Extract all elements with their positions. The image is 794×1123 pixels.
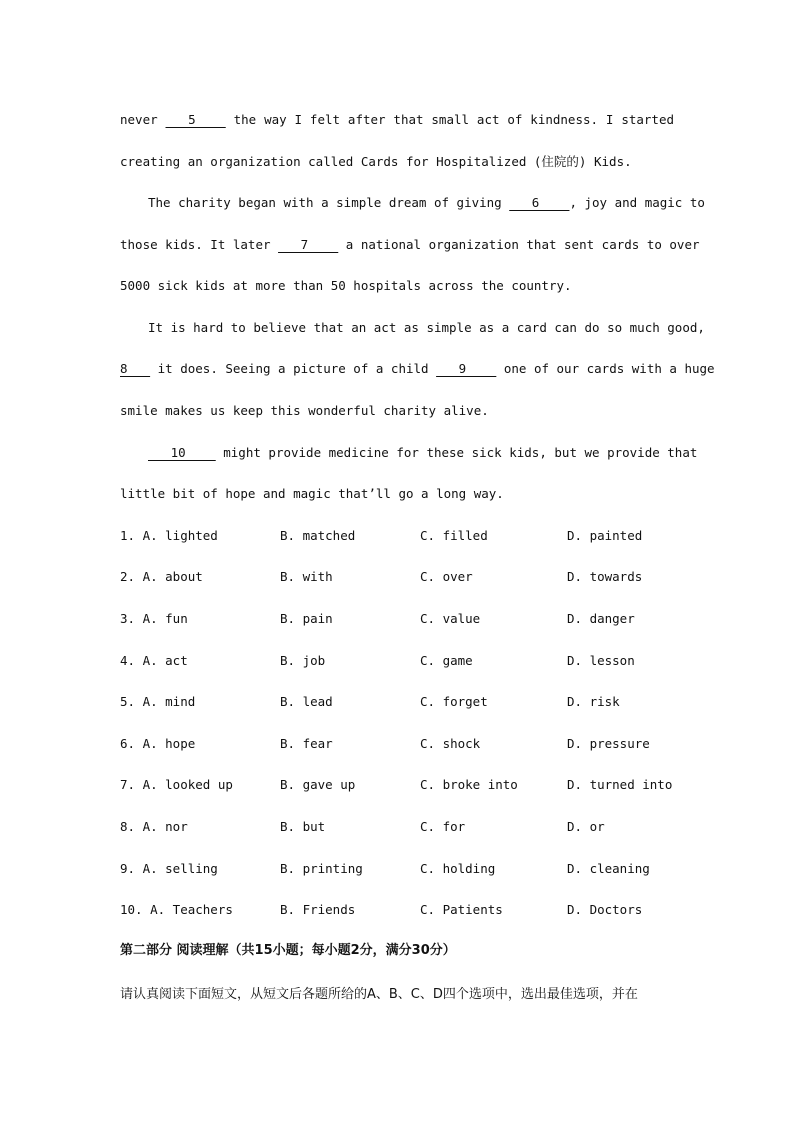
question-row xyxy=(120,653,680,671)
option-a: 1. A. lighted xyxy=(120,528,218,543)
answer-blank-7: 7 xyxy=(278,237,339,252)
option-c: C. for xyxy=(420,819,466,834)
option-c: C. holding xyxy=(420,861,496,876)
option-b: B. with xyxy=(280,569,333,584)
option-d: D. turned into xyxy=(567,777,673,792)
option-b: B. pain xyxy=(280,611,333,626)
question-row xyxy=(120,861,680,879)
option-a: 8. A. nor xyxy=(120,819,188,834)
option-c: C. game xyxy=(420,653,473,668)
option-a: 5. A. mind xyxy=(120,694,196,709)
passage-line: little bit of hope and magic that’ll go a long way. xyxy=(120,486,504,501)
option-d: D. painted xyxy=(567,528,643,543)
option-b: B. gave up xyxy=(280,777,356,792)
option-d: D. cleaning xyxy=(567,861,650,876)
passage-line: It is hard to believe that an act as simple as a card can do so much good, xyxy=(148,320,705,335)
option-d: D. danger xyxy=(567,611,635,626)
section-instruction: 请认真阅读下面短文，从短文后各题所给的A、B、C、D四个选项中，选出最佳选项，并在 xyxy=(120,987,638,1002)
passage-line xyxy=(120,237,700,252)
option-d: D. lesson xyxy=(567,653,635,668)
answer-blank-5: 5 xyxy=(165,112,226,127)
option-c: C. broke into xyxy=(420,777,518,792)
passage-line xyxy=(148,195,705,210)
line-text: it does. Seeing a picture of a child xyxy=(150,361,437,376)
option-b: B. job xyxy=(280,653,326,668)
answer-blank-9: 9 xyxy=(436,361,497,376)
option-b: B. lead xyxy=(280,694,333,709)
option-c: C. shock xyxy=(420,736,481,751)
question-row xyxy=(120,819,680,837)
option-b: B. printing xyxy=(280,861,363,876)
line-text: those kids. It later xyxy=(120,237,279,252)
line-text: might provide medicine for these sick kids, but we provide that xyxy=(215,445,698,460)
option-a: 4. A. act xyxy=(120,653,188,668)
option-d: D. pressure xyxy=(567,736,650,751)
option-b: B. fear xyxy=(280,736,333,751)
option-c: C. forget xyxy=(420,694,488,709)
option-d: D. towards xyxy=(567,569,643,584)
line-text: one of our cards with a huge xyxy=(496,361,715,376)
option-b: B. matched xyxy=(280,528,356,543)
passage-line xyxy=(120,112,674,127)
option-b: B. but xyxy=(280,819,326,834)
question-row xyxy=(120,736,680,754)
option-a: 10. A. Teachers xyxy=(120,902,233,917)
question-row xyxy=(120,611,680,629)
question-row xyxy=(120,528,680,546)
line-text: the way I felt after that small act of kindness. I started xyxy=(225,112,675,127)
passage-line: 5000 sick kids at more than 50 hospitals across the country. xyxy=(120,278,572,293)
answer-blank-6: 6 xyxy=(509,195,570,210)
question-row xyxy=(120,569,680,587)
option-c: C. value xyxy=(420,611,481,626)
section-heading: 第二部分 阅读理解（共15小题；每小题2分，满分30分） xyxy=(120,943,456,958)
question-row xyxy=(120,902,680,920)
option-b: B. Friends xyxy=(280,902,356,917)
question-row xyxy=(120,777,680,795)
option-a: 6. A. hope xyxy=(120,736,196,751)
answer-blank-10: 10 xyxy=(148,445,216,460)
option-d: D. Doctors xyxy=(567,902,643,917)
passage-line xyxy=(120,361,715,376)
option-a: 2. A. about xyxy=(120,569,203,584)
option-c: C. over xyxy=(420,569,473,584)
option-a: 3. A. fun xyxy=(120,611,188,626)
option-c: C. Patients xyxy=(420,902,503,917)
option-d: D. or xyxy=(567,819,605,834)
line-text: , joy and magic to xyxy=(569,195,705,210)
option-d: D. risk xyxy=(567,694,620,709)
option-c: C. filled xyxy=(420,528,488,543)
passage-line: creating an organization called Cards for Hospitalized (住院的) Kids. xyxy=(120,154,632,169)
option-a: 7. A. looked up xyxy=(120,777,233,792)
passage-line: smile makes us keep this wonderful charity alive. xyxy=(120,403,489,418)
line-text: never xyxy=(120,112,166,127)
passage-line xyxy=(148,445,698,460)
answer-blank-8: 8 xyxy=(120,361,151,376)
question-row xyxy=(120,694,680,712)
option-a: 9. A. selling xyxy=(120,861,218,876)
line-text: The charity began with a simple dream of giving xyxy=(148,195,510,210)
line-text: a national organization that sent cards to over xyxy=(338,237,700,252)
